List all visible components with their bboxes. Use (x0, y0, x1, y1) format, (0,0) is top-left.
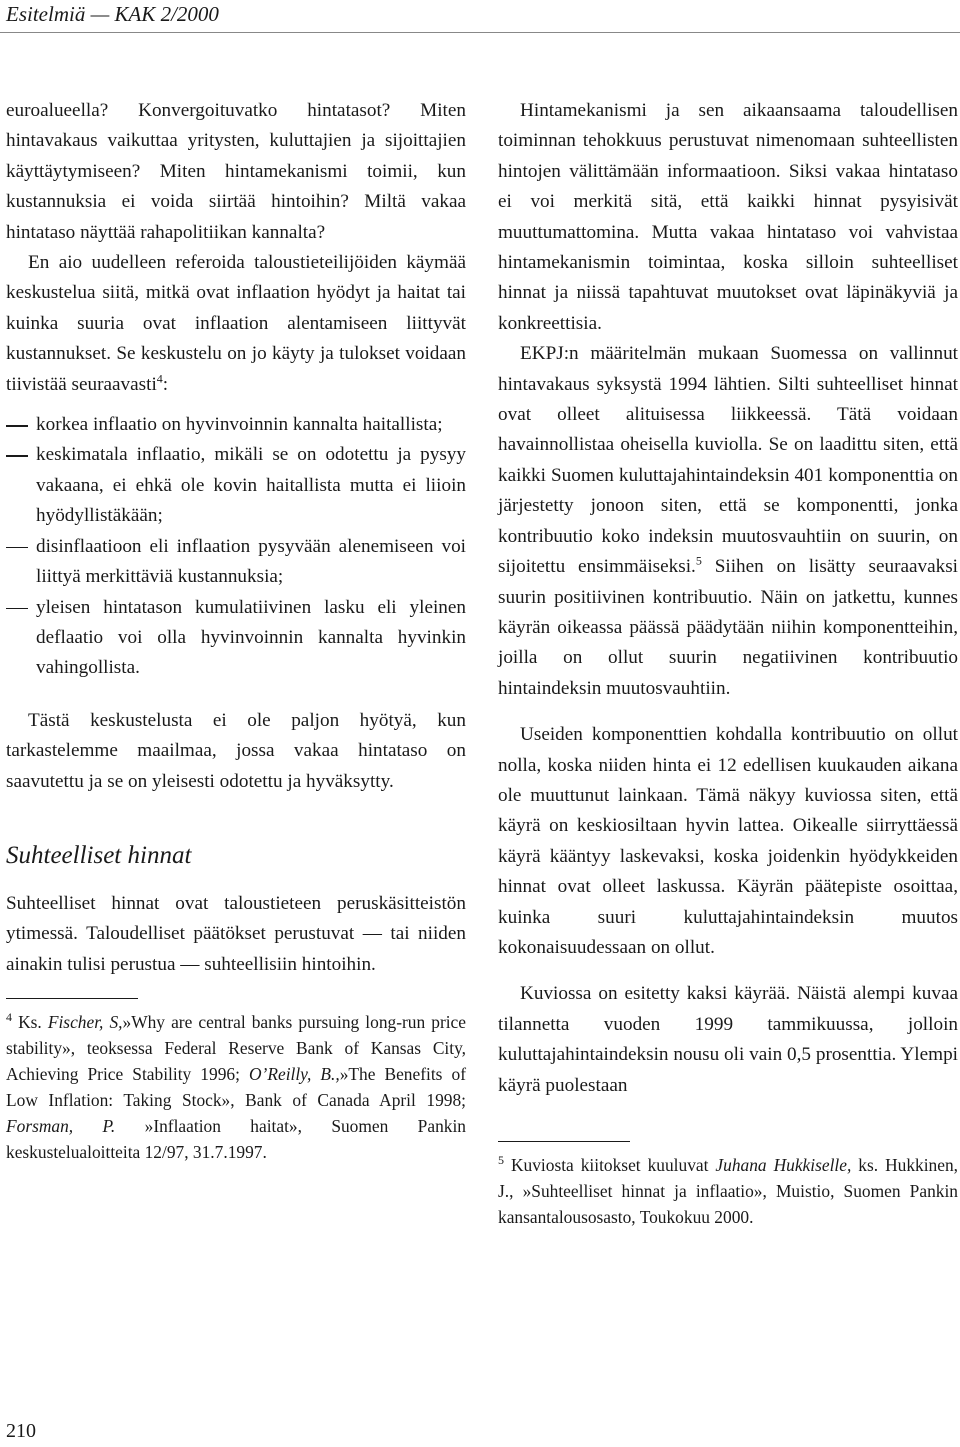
footnote-text: ks. Hukkinen, J., »Suhteelliset hinnat ja inflaatio», Muistio, Suomen Pankin kansantalousosasto, Toukokuu 2000. (498, 1155, 959, 1227)
left-column (6, 96, 466, 1165)
footnote-ref-4: 4 (156, 371, 163, 386)
left-paragraph-1: euroalueella? Konvergoituvatko hintatasot? Miten hintavakaus vaikuttaa yritysten, kuluttajien ja sijoittajien käyttäytymiseen? Miten hintamekanismi toimii, kun kustannuksia ei voida siirtää hintoihin? Miltä vakaa hintataso näyttää rahapolitiikan kannalta? (6, 100, 466, 243)
footnote-author: Fischer, S, (47, 1012, 123, 1033)
footnote-author: O’Reilly, B., (249, 1064, 340, 1085)
left-paragraph-2 (6, 248, 466, 400)
footnote-text: »The Benefits of Low Inflation: Taking Stock», Bank of Canada April 1998; (6, 1064, 466, 1111)
footnote-author: Forsman, P. (6, 1116, 116, 1137)
right-paragraph-4: Kuviossa on esitetty kaksi käyrää. Näistä alempi kuvaa tilannetta vuoden 1999 tammikuussa, jolloin kuluttajahintaindeksin nousu oli vain 0,5 prosenttia. Ylempi käyrä puolestaan (498, 983, 958, 1096)
header-rule (0, 32, 960, 33)
footnote-text: Ks. (18, 1012, 42, 1033)
footnote-author: Juhana Hukkiselle, (715, 1155, 852, 1175)
page-number: 210 (6, 1420, 36, 1442)
left-paragraph-3: Tästä keskustelusta ei ole paljon hyötyä, kun tarkastelemme maailmaa, jossa vakaa hintataso on saavutettu ja se on yleisesti odotettu ja hyväksytty. (6, 709, 466, 792)
footnote-4 (6, 1009, 466, 1165)
paragraph-text: EKPJ:n määritelmän mukaan Suomessa on vallinnut hintavakaus syksystä 1994 lähtien. Silti suhteelliset hinnat ovat olleet alituisessa liikkeessä. Tätä voidaan havainnollistaa oheisella kuviolla. Se on laadittu siten, että kaikki Suomen kuluttajahintaindeksin 401 komponenttia on järjestetty jonoon siten, että se komponentti, jonka kontribuutio koko indeksin muutosvauhtiin on suurin, on sijoitettu ensimmäiseksi. (498, 343, 958, 578)
section-title: Suhteelliset hinnat (6, 841, 192, 869)
left-paragraph-4: Suhteelliset hinnat ovat taloustieteen peruskäsitteistön ytimessä. Taloudelliset päätökset perustuvat — tai niiden ainakin tulisi perustua — suhteellisiin hintoihin. (6, 892, 466, 975)
footnote-rule (6, 998, 138, 999)
footnote-ref-5: 5 (695, 553, 702, 568)
footnote-text: Kuviosta kiitokset kuuluvat (510, 1155, 709, 1175)
footnote-5 (498, 1152, 958, 1230)
list-item: korkea inflaatio on hyvinvoinnin kannalta haitallista; (6, 410, 466, 440)
list-item: disinflaatioon eli inflaation pysyvään alenemiseen voi liittyä merkittäviä kustannuksia; (6, 532, 466, 593)
footnote-text: »Inflaation haitat», Suomen Pankin keskustelualoitteita 12/97, 31.7.1997. (6, 1116, 466, 1163)
right-column (498, 96, 958, 1230)
footnote-text: »Why are central banks pursuing long-run price stability», teoksessa Federal Reserve Bank of Kansas City, Achieving Price Stability 1996; (6, 1012, 466, 1085)
dash-list (6, 410, 466, 684)
right-paragraph-3: Useiden komponenttien kohdalla kontribuutio on ollut nolla, koska niiden hinta ei 12 edellisen kuukauden aikana ole muuttunut lainkaan. Tämä näkyy kuviossa siten, että käyrä on keskiosiltaan hyvin lattea. Oikealle siirryttäessä käyrä kääntyy laskevaksi, koska joidenkin hyödykkeiden hinnat ovat olleet laskussa. Käyrän päätepiste osoittaa, kuinka suuri kuluttajahintaindeksin muutos kokonaisuudessaan on ollut. (498, 724, 958, 958)
running-header: Esitelmiä — KAK 2/2000 (6, 2, 219, 26)
paragraph-text: Siihen on lisätty seuraavaksi suurin positiivinen kontribuutio. Näin on jatkettu, kunnes käyrän oikeassa päässä päädytään niihin komponentteihin, joilla on ollut suurin negatiivinen kontribuutio hintaindeksin muutosvauhtiin. (498, 556, 958, 699)
footnote-number: 5 (498, 1153, 504, 1168)
paragraph-text: En aio uudelleen referoida taloustieteilijöiden käymää keskustelua siitä, mitkä ovat inflaation hyödyt ja haitat tai kuinka suuria ovat inflaation alentamiseen liittyvät kustannukset. Se keskustelu on jo käyty ja tulokset voidaan tiivistää seuraavasti (6, 252, 466, 395)
footnote-number: 4 (6, 1010, 12, 1025)
list-item: yleisen hintatason kumulatiivinen lasku eli yleinen deflaatio voi olla hyvinvoinnin kannalta hyvinkin vahingollista. (6, 593, 466, 684)
right-paragraph-1: Hintamekanismi ja sen aikaansaama taloudellisen toiminnan tehokkuus perustuvat nimenomaan suhteellisten hintojen välittämään informaatioon. Siksi vakaa hintataso ei voi merkitä sitä, että kaikki hinnat pysyisivät muuttumattomina. Mutta vakaa hintataso voi vahvistaa hintamekanismin toimintaa, koska silloin suhteelliset hinnat ja niissä tapahtuvat muutokset ovat läpinäkyviä ja konkreettisia. (498, 100, 958, 334)
footnote-rule (498, 1141, 630, 1142)
right-paragraph-2 (498, 339, 958, 704)
paragraph-end: : (162, 373, 169, 395)
list-item: keskimatala inflaatio, mikäli se on odotettu ja pysyy vakaana, ei ehkä ole kovin haitallista mutta ei liioin hyödyllistäkään; (6, 440, 466, 531)
